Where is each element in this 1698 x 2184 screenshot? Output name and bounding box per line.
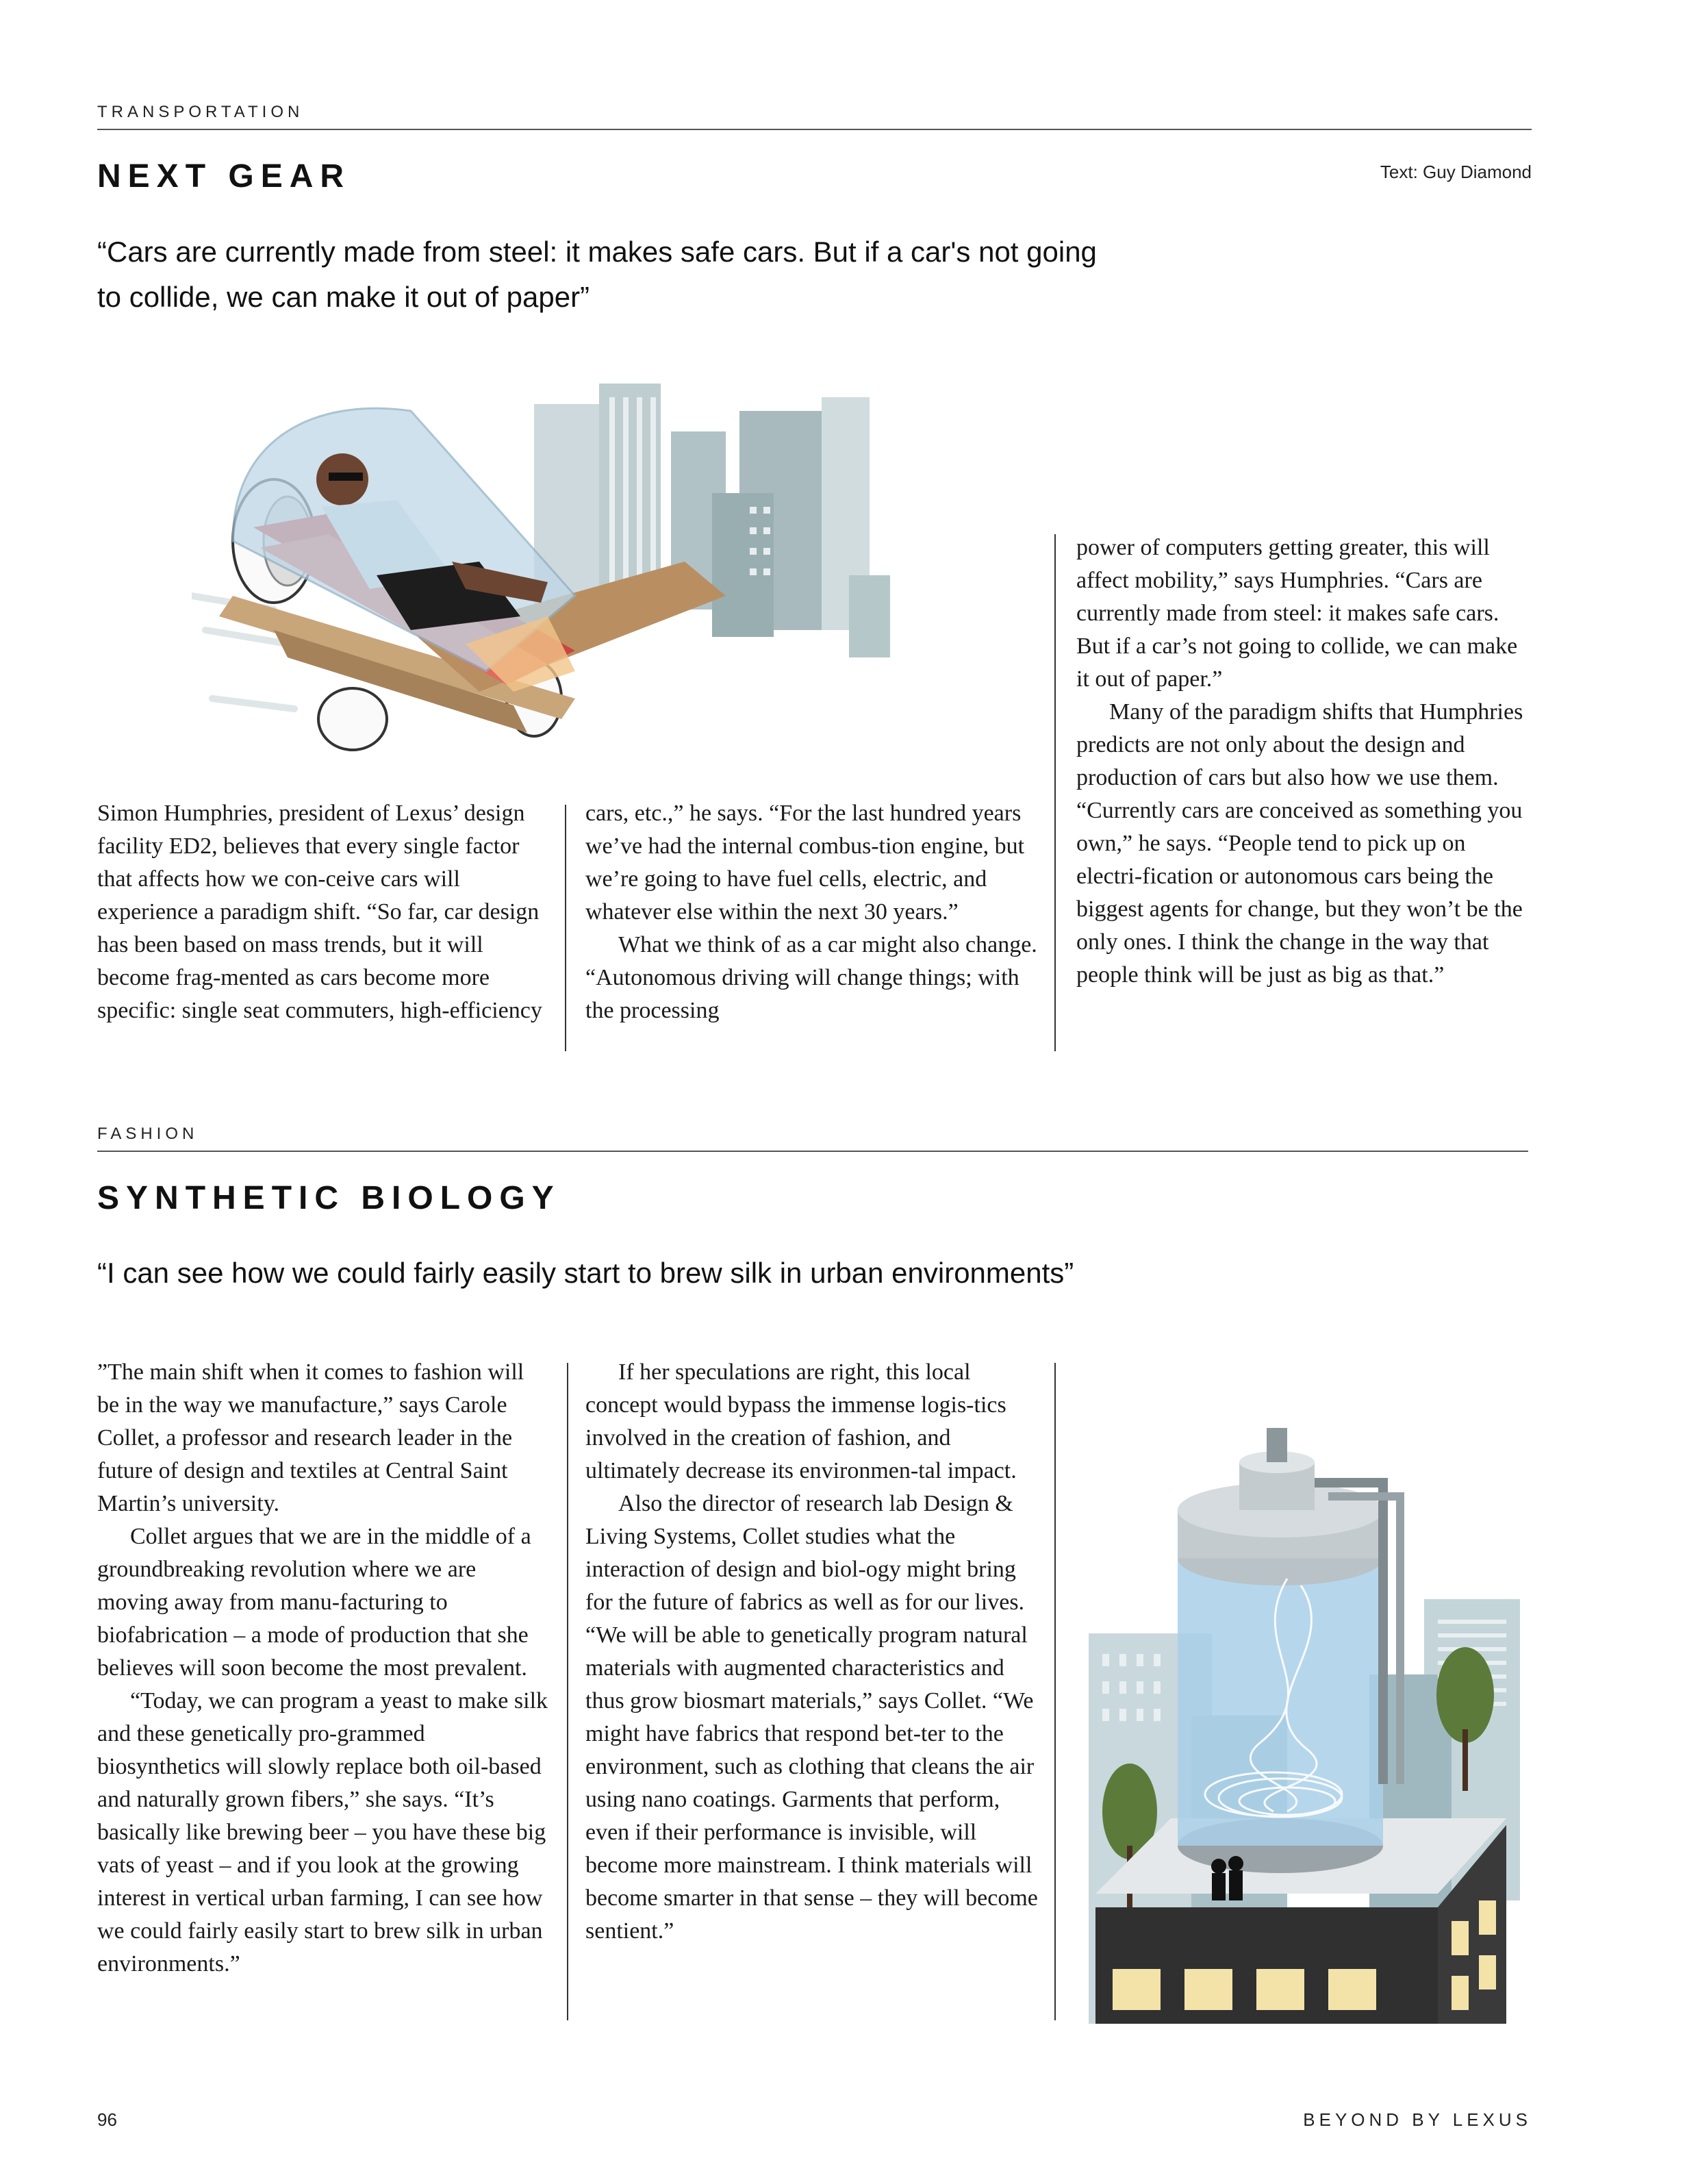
paragraph: If her speculations are right, this local concept would bypass the immense logis-tics involved in the creation of fashion, and ultimately decrease its environmen-tal impact. — [585, 1359, 1017, 1483]
body-column-1-fashion — [97, 1356, 549, 1981]
paragraph: cars, etc.,” he says. “For the last hundred years we’ve had the internal combus-tion engine, but we’re going to have fuel cells, electric, and whatever else within the next 30 years.” — [585, 801, 1025, 925]
pull-quote-transport: “Cars are currently made from steel: it makes safe cars. But if a car's not going to collide, we can make it out of paper” — [97, 236, 1097, 313]
section-rule — [97, 129, 1532, 130]
paragraph: Many of the paradigm shifts that Humphries predicts are not only about the design and production of cars but also how we use them. “Currently cars are conceived as something you own,” he says. “People tend to pick up on electri-fication or autonomous cars being the biggest agents for change, but they won’t be the only ones. I think the change in the way that people think will be just as big as that.” — [1076, 699, 1523, 988]
car-illustration — [192, 370, 952, 753]
body-column-2-transport — [585, 797, 1037, 1027]
paragraph: Simon Humphries, president of Lexus’ design facility ED2, believes that every single factor that affects how we con-ceive cars will experience a paradigm shift. “So far, car design has been based on mass trends, but it will become frag-mented as cars become more specific: single seat commuters, high-efficiency — [97, 801, 542, 1023]
body-column-1-transport — [97, 797, 542, 1027]
section-rule — [97, 1151, 1528, 1152]
headline-next-gear: NEXT GEAR — [97, 158, 351, 194]
column-divider — [567, 1363, 568, 2020]
headline-synthetic-biology: SYNTHETIC BIOLOGY — [97, 1180, 561, 1216]
column-divider — [1054, 1363, 1056, 2020]
paragraph: What we think of as a car might also change. “Autonomous driving will change things; with the processing — [585, 932, 1037, 1023]
section-label-fashion: FASHION — [97, 1125, 199, 1143]
pull-quote-fashion: “I can see how we could fairly easily start to brew silk in urban environments” — [97, 1257, 1074, 1289]
section-label-transportation: TRANSPORTATION — [97, 103, 304, 121]
body-column-3-transport — [1076, 531, 1532, 992]
paragraph: power of computers getting greater, this will affect mobility,” says Humphries. “Cars are currently made from steel: it makes safe cars. But if a car’s not going to collide, we can make it out of paper.” — [1076, 535, 1518, 692]
author-credit: Text: Guy Diamond — [1380, 162, 1532, 182]
column-divider — [1054, 534, 1056, 1051]
paragraph: Collet argues that we are in the middle of a groundbreaking revolution where we are moving away from manu-facturing to biofabrication – a mode of production that she believes will soon become the most prevalent. — [97, 1524, 531, 1681]
column-divider — [565, 805, 566, 1051]
body-column-2-fashion — [585, 1356, 1041, 1948]
paragraph: Also the director of research lab Design & Living Systems, Collet studies what the interaction of design and biol-ogy might bring for the future of fabrics as well as for our lives. “We will be able to genetically program natural materials with augmented characteristics and thus grow biosmart materials,” says Collet. “We might have fabrics that respond bet-ter to the environment, such as clothing that cleans the air using nano coatings. Garments that perform, even if their performance is invisible, will become more mainstream. I think materials will become smarter in that sense – they will become sentient.” — [585, 1491, 1038, 1944]
silk-vat-illustration — [1082, 1428, 1527, 2024]
page-number: 96 — [97, 2109, 117, 2130]
paragraph: ”The main shift when it comes to fashion will be in the way we manufacture,” says Carole Collet, a professor and research leader in the future of design and textiles at Central Saint Martin’s university. — [97, 1359, 524, 1516]
publication-name: BEYOND BY LEXUS — [1303, 2109, 1532, 2130]
paragraph: “Today, we can program a yeast to make silk and these genetically pro-grammed biosynthetics will slowly replace both oil-based and naturally grown fibers,” she says. “It’s basically like brewing beer – you have these big vats of yeast – and if you look at the growing interest in vertical urban farming, I can see how we could fairly easily start to brew silk in urban environments.” — [97, 1688, 548, 1976]
